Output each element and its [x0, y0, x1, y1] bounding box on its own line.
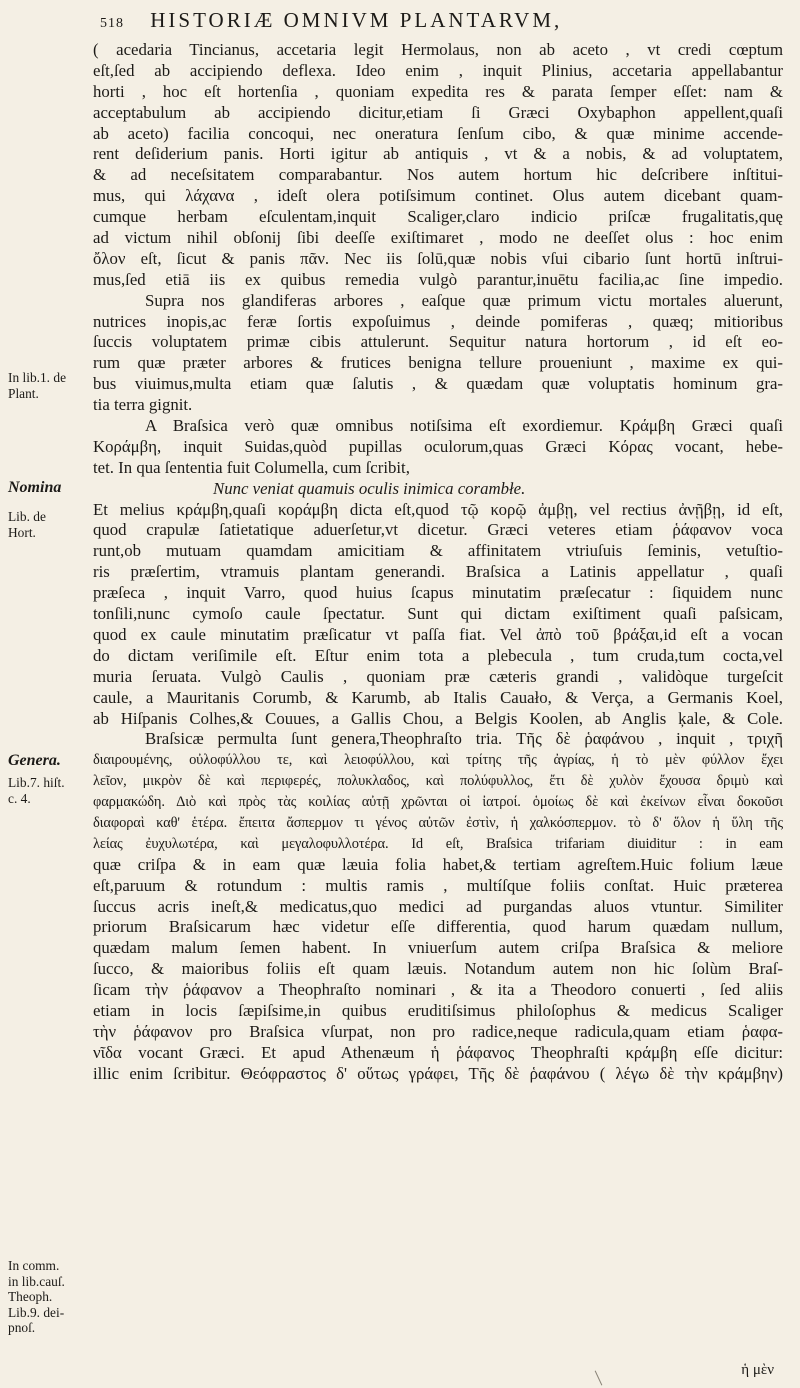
text-line: ſicam τὴν ῥάφανον a Theophraſto nominari , & ita a Theodoro conuerti , ſed aliis	[93, 980, 783, 1000]
text-line: Supra nos glandiferas arbores , eaſque quæ primum victu mortales aluerunt,	[145, 290, 783, 310]
greek-line: λείας ἐυχυλωτέρα, καὶ μεγαλοφυλλοτέρα. Id eſt, Braſsica trifariam diuiditur : in eam	[93, 835, 783, 852]
text-line: ad victum nihil obſonij ſibi deeſſe exiſtimaret , modo ne deeſſet olus : hoc enim	[93, 228, 783, 248]
margin-note-line: Lib. de	[8, 509, 46, 524]
page-number: 518	[100, 16, 124, 31]
greek-line: λεῖον, μικρὸν δὲ καὶ περιφερές, πολυκλαδος, καὶ πολύφυλλος, ἔτι δὲ χυλὸν ἔχουσα δριμὺ καὶ	[93, 773, 783, 790]
body-text	[93, 40, 783, 1105]
text-line: tonſili,nunc cymoſo caule ſpectatur. Sunt qui dictam exiſtiment quaſi paſsicam,	[93, 604, 783, 624]
text-line: illic enim ſcribitur. Θεόφραστος δ' οὕτως γράφει, Τῆς δὲ ῥαφάνου ( λέγω δὲ τὴν κράμβην)	[93, 1063, 783, 1083]
margin-note-line: Genera.	[8, 752, 61, 769]
greek-line: διαιρουμένης, οὐλοφύλλου τε, καὶ λειοφύλλου, καὶ τρίτης τῆς ἀγρίας, ἡ τὸ μὲν φύλλον ἔχει	[93, 752, 783, 769]
text-line: runt,ob mutuam quamdam amicitiam & affinitatem vtriuſuis ſeminis, vetuſtio-	[93, 541, 783, 561]
margin-note-line: c. 4.	[8, 790, 31, 806]
text-line: ſuccus acris ineſt,& medicatus,quo medici ad purgandas aluos vtuntur. Similiter	[93, 896, 783, 916]
margin-note	[8, 509, 94, 540]
text-line: præſeca , inquit Varro, quod huius ſcapus minutatim præſecatur : ſiquidem nunc	[93, 583, 783, 603]
text-line: & ad neceſsitatem comparabantur. Nos autem hortum hic deſcribere inſtitui-	[93, 165, 783, 185]
text-line: Braſsicæ permulta ſunt genera,Theophraſto tria. Τῆς δὲ ῥαφάνου , inquit , τριχῆ	[145, 729, 783, 749]
text-line: mus,ſed etiā iis ex quibus remedia vulgò parantur,inuētu facilia,ac ſine impedio.	[93, 269, 783, 289]
text-line: tet. In qua ſententia fuit Columella, cum ſcribit,	[93, 457, 410, 477]
text-line: quædam malum ſemen habent. In vniuerſum autem criſpa Braſsica & meliore	[93, 938, 783, 958]
text-line: do dictam veriſimile eſt. Eſtur enim tota a plebecula , tum cruda,tum cocta,vel	[93, 645, 783, 665]
text-line: cumque herbam eſculentam,inquit Scaliger,claro indicio priſcæ frugalitatis,quę	[93, 207, 783, 227]
margin-note-line: In comm.	[8, 1258, 60, 1273]
margin-heading-nomina	[8, 480, 94, 496]
text-line: rent deſiderium panis. Horti igitur ab antiquis , vt & a nobis, & ad voluptatem,	[93, 144, 783, 164]
text-line: priorum Braſsicarum hæc videtur eſſe differentia, quod harum quædam nullum,	[93, 917, 783, 937]
text-line: tia terra gignit.	[93, 395, 193, 415]
text-line: ὄλον eſt, ſicut & panis πᾶν. Nec iis ſolū,quæ nobis vſui cibario ſunt hortū inſtrui-	[93, 248, 783, 268]
margin-note	[8, 1258, 94, 1336]
text-line: caule, a Mauritanis Corumb, & Karumb, ab Italis Cauało, & Verça, a Germanis Koel,	[93, 687, 783, 707]
greek-line: φαρμακώδη. Διὸ καὶ πρὸς τὰς κοιλίας αὐτῇ χρῶνται οἱ ἰατροί. ὁμοίως δὲ καὶ ἐκείνων εἶναι δοκοῦσι	[93, 794, 783, 811]
pen-mark	[595, 1371, 603, 1386]
text-line: νῖδα vocant Græci. Et apud Athenæum ἡ ῥάφανος Theophraſti κράμβη eſſe dicitur:	[93, 1042, 783, 1062]
margin-heading-genera	[8, 753, 94, 769]
text-line: nutrices inopis,ac feræ ſortis expoſuimus , deinde pomiferas , quæq; mitioribus	[93, 311, 783, 331]
margin-note-line: Plant.	[8, 385, 39, 401]
margin-note-line: pnoſ.	[8, 1320, 36, 1335]
text-line: ab aceto) facilia concoqui, nec oneratura ſenſum cibo, & quæ minime accende-	[93, 123, 783, 143]
text-line: ſuccis voluptatem primæ cibis attulerunt. Sequitur natura hortorum , id eſt eo-	[93, 332, 783, 352]
text-line: eſt,ſed ab accipiendo deflexa. Ideo enim , inquit Plinius, accetaria appellabantur	[93, 60, 783, 80]
margin-note	[8, 370, 94, 401]
text-line: A Braſsica verò quæ omnibus notiſsima eſt exordiemur. Κράμβη Græci quaſi	[145, 416, 783, 436]
text-line: bus viuimus,multa etiam quæ ſalutis , & quædam quæ voluptatis hominum gra-	[93, 374, 783, 394]
text-line: muria ſeruata. Vulgò Caulis , quoniam præ cæteris grandi , validòque turgeſcit	[93, 666, 783, 686]
catchword: ἡ μὲν	[741, 1362, 774, 1378]
text-line: mus, qui λάχανα , ideſt olera potiſsimum continet. Olus autem dicebant quam-	[93, 186, 783, 206]
text-line: eſt,paruum & rotundum : multis ramis , multíſque foliis conſtat. Huic præterea	[93, 875, 783, 895]
text-line: Κοράμβη, inquit Suidas,quòd pupillas oculorum,quas Græci Κόρας vocant, hebe-	[93, 436, 783, 456]
text-line: ris præſertim, vtramuis plantam generandi. Braſsica a Latinis appellatur , quaſi	[93, 562, 783, 582]
greek-line: διαφοραὶ καθ' ἑτέρα. ἔπειτα ἄσπερμον τι γένος αὐτῶν ἐστὶν, ἡ χαλκόσπερμον. τὸ δ' ὅλον ἡ ὕλη τῆς	[93, 814, 783, 831]
text-line	[93, 1085, 783, 1106]
running-title: HISTORIÆ OMNIVM PLANTARVM,	[150, 8, 563, 32]
margin-note-line: Hort.	[8, 524, 36, 540]
text-line: ( acedaria Tincianus, accetaria legit Hermolaus, non ab aceto , vt credi cœptum	[93, 40, 783, 59]
text-line: Et melius κράμβη,quaſi κοράμβη dicta eſt,quod τῷ κορῷ ἀμβῃ, vel rectius ἀνῇβῃ, id eſt,	[93, 499, 783, 519]
text-line: ab Hiſpanis Colhes,& Couues, a Gallis Chou, a Belgis Koolen, ab Anglis ķale, & Cole.	[93, 708, 783, 728]
margin-note-line: in lib.cauſ.	[8, 1273, 65, 1289]
text-line: quod ex caule minutatim præſicatur vt paſſa fiat. Vel ἀπὸ τοῦ βράξαι,id eſt a vocan	[93, 624, 783, 644]
text-line: quæ criſpa & in eam quæ læuia folia habet,& tertiam agreſtem.Huic folium læue	[93, 854, 783, 874]
text-line: ſucco, & maioribus foliis eſt quam læuis. Notandum autem non hic ſolùm Braſ-	[93, 959, 783, 979]
verse-quote: Nunc veniat quamuis oculis inimica corambłe.	[213, 478, 526, 498]
text-line: τὴν ῥάφανον pro Braſsica vſurpat, non pro radice,neque radicula,quam etiam ῥαφα-	[93, 1021, 783, 1041]
margin-note-line: Lib.7. hiſt.	[8, 775, 65, 790]
margin-note-line: Nomina	[8, 479, 62, 496]
text-line: rum quæ præter arbores & frutices benigna tellure proueniunt , maxime ex qui-	[93, 353, 783, 373]
running-header	[100, 8, 780, 38]
text-line: etiam in locis ſæpiſsime,in quibus eruditiſsimus philoſophus & medicus Scaliger	[93, 1000, 783, 1020]
text-line: acceptabulum ab accipiendo dicitur,etiam ſi Græci Oxybaphon appellent,quaſi	[93, 102, 783, 122]
margin-note	[8, 775, 94, 806]
margin-note-line: Lib.9. dei-	[8, 1304, 65, 1320]
margin-note-line: Theoph.	[8, 1289, 53, 1304]
margin-note-line: In lib.1. de	[8, 370, 67, 385]
text-line: quod crapulæ ſatietatique aduerſetur,vt dicetur. Græci veteres etiam ῥάφανον voca	[93, 520, 783, 540]
text-line: horti , hoc eſt hortenſia , quoniam expedita res & parata ſemper eſſet: nam &	[93, 81, 783, 101]
